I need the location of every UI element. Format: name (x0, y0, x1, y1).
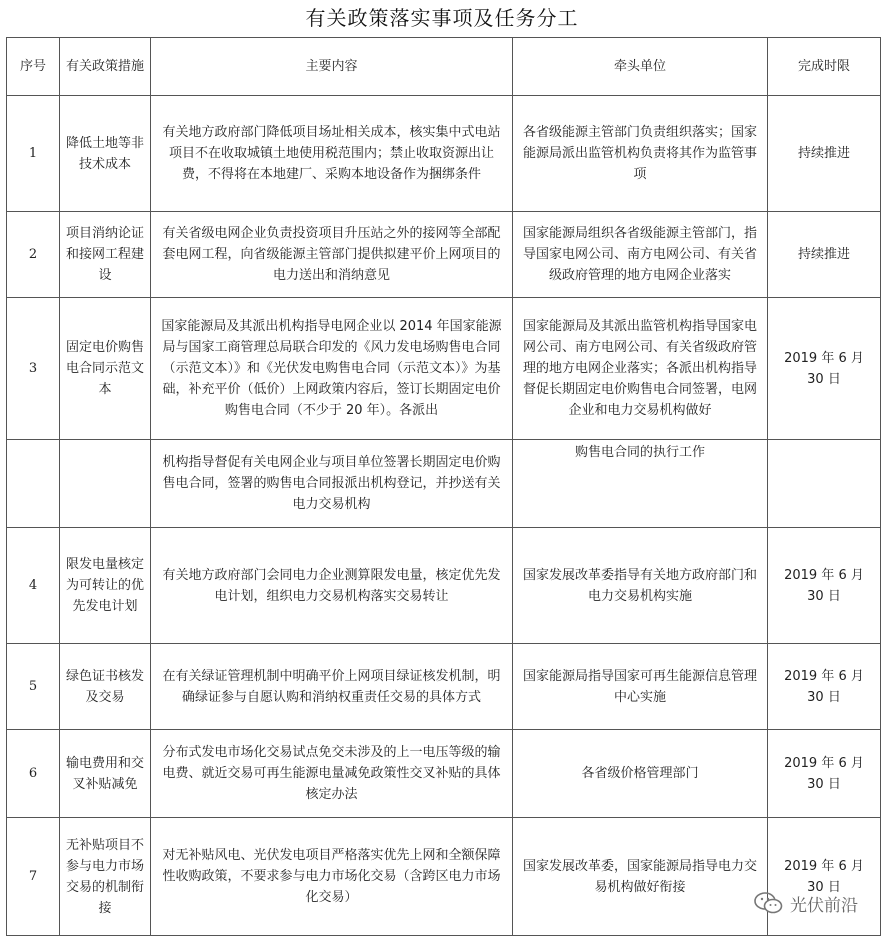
row-lead: 各省级能源主管部门负责组织落实；国家能源局派出监管机构负责将其作为监管事项 (513, 96, 768, 212)
row-no: 5 (7, 644, 60, 730)
row-deadline: 2019 年 6 月 30 日 (768, 644, 881, 730)
row-content: 对无补贴风电、光伏发电项目严格落实优先上网和全额保障性收购政策，不要求参与电力市场化交易（含跨区电力市场化交易） (151, 818, 513, 936)
row-measure: 输电费用和交叉补贴减免 (60, 730, 151, 818)
row-measure: 限发电量核定为可转让的优先发电计划 (60, 528, 151, 644)
header-no: 序号 (7, 38, 60, 96)
watermark-text: 光伏前沿 (790, 895, 858, 916)
row-deadline: 2019 年 6 月 30 日 (768, 730, 881, 818)
table-header-row (7, 38, 881, 96)
row-measure: 固定电价购售电合同示范文本 (60, 298, 151, 440)
table-row (7, 440, 881, 528)
row-no: 1 (7, 96, 60, 212)
row-deadline (768, 440, 881, 528)
row-no: 2 (7, 212, 60, 298)
row-deadline: 2019 年 6 月 30 日 (768, 528, 881, 644)
row-lead: 国家发展改革委指导有关地方政府部门和电力交易机构实施 (513, 528, 768, 644)
row-content: 分布式发电市场化交易试点免交未涉及的上一电压等级的输电费、就近交易可再生能源电量减免政策性交叉补贴的具体核定办法 (151, 730, 513, 818)
row-deadline: 持续推进 (768, 212, 881, 298)
row-lead: 购售电合同的执行工作 (513, 440, 768, 528)
table-row (7, 212, 881, 298)
row-measure (60, 440, 151, 528)
row-no: 3 (7, 298, 60, 440)
row-lead: 国家能源局指导国家可再生能源信息管理中心实施 (513, 644, 768, 730)
table-row (7, 96, 881, 212)
row-measure: 绿色证书核发及交易 (60, 644, 151, 730)
header-content: 主要内容 (151, 38, 513, 96)
watermark (754, 888, 858, 918)
wechat-icon (754, 891, 784, 915)
row-deadline: 持续推进 (768, 96, 881, 212)
row-content: 在有关绿证管理机制中明确平价上网项目绿证核发机制，明确绿证参与自愿认购和消纳权重责任交易的具体方式 (151, 644, 513, 730)
row-measure: 项目消纳论证和接网工程建设 (60, 212, 151, 298)
row-deadline: 2019 年 6 月 30 日 (768, 818, 881, 936)
row-content: 有关地方政府部门会同电力企业测算限发电量，核定优先发电计划，组织电力交易机构落实交易转让 (151, 528, 513, 644)
table-row (7, 298, 881, 440)
row-lead: 国家能源局组织各省级能源主管部门，指导国家电网公司、南方电网公司、有关省级政府管理的地方电网企业落实 (513, 212, 768, 298)
row-content: 机构指导督促有关电网企业与项目单位签署长期固定电价购售电合同，签署的购售电合同报派出机构登记，并抄送有关电力交易机构 (151, 440, 513, 528)
table-row (7, 528, 881, 644)
row-content: 国家能源局及其派出机构指导电网企业以 2014 年国家能源局与国家工商管理总局联合印发的《风力发电场购售电合同（示范文本）》和《光伏发电购售电合同（示范文本）》为基础，补充平价（低价）上网政策内容后，签订长期固定电价购售电合同（不少于 20 年）。各派出 (151, 298, 513, 440)
row-no: 7 (7, 818, 60, 936)
row-content: 有关省级电网企业负责投资项目升压站之外的接网等全部配套电网工程，向省级能源主管部门提供拟建平价上网项目的电力送出和消纳意见 (151, 212, 513, 298)
row-lead: 国家能源局及其派出监管机构指导国家电网公司、南方电网公司、有关省级政府管理的地方电网企业落实；各派出机构指导督促长期固定电价购售电合同签署，电网企业和电力交易机构做好 (513, 298, 768, 440)
row-no (7, 440, 60, 528)
row-measure: 降低土地等非技术成本 (60, 96, 151, 212)
policy-table (6, 37, 881, 936)
header-deadline: 完成时限 (768, 38, 881, 96)
table-row (7, 644, 881, 730)
header-measure: 有关政策措施 (60, 38, 151, 96)
row-content: 有关地方政府部门降低项目场址相关成本，核实集中式电站项目不在收取城镇土地使用税范围内；禁止收取资源出让费，不得将在本地建厂、采购本地设备作为捆绑条件 (151, 96, 513, 212)
table-row (7, 730, 881, 818)
row-no: 4 (7, 528, 60, 644)
row-measure: 无补贴项目不参与电力市场交易的机制衔接 (60, 818, 151, 936)
header-lead: 牵头单位 (513, 38, 768, 96)
row-no: 6 (7, 730, 60, 818)
page-title: 有关政策落实事项及任务分工 (305, 6, 579, 30)
row-lead: 国家发展改革委，国家能源局指导电力交易机构做好衔接 (513, 818, 768, 936)
table-row (7, 818, 881, 936)
row-deadline: 2019 年 6 月 30 日 (768, 298, 881, 440)
row-lead: 各省级价格管理部门 (513, 730, 768, 818)
